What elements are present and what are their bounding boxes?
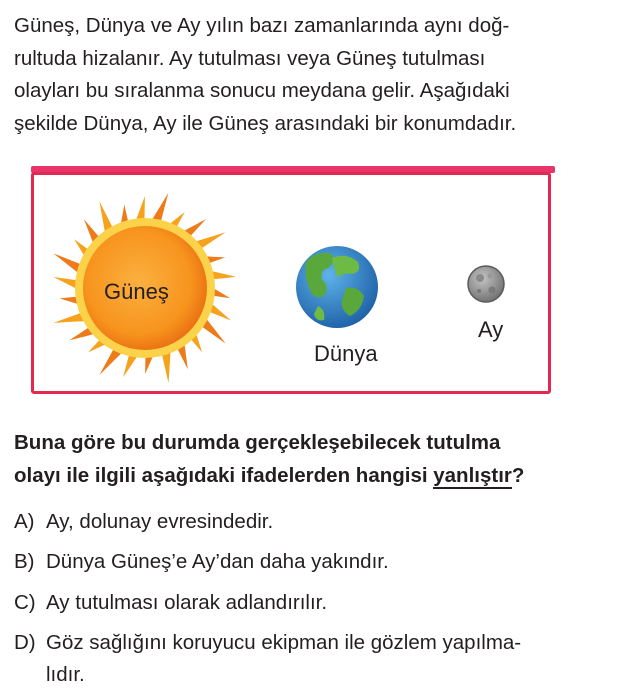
moon-label: Ay bbox=[478, 317, 504, 342]
question-line-2-text: olayı ile ilgili aşağıdaki ifadelerden hangisi bbox=[14, 464, 434, 487]
earth-label: Dünya bbox=[314, 341, 378, 366]
question-line-2 bbox=[14, 459, 624, 492]
moon-icon bbox=[468, 266, 504, 302]
option-b[interactable] bbox=[14, 547, 389, 577]
option-letter: C) bbox=[14, 591, 36, 614]
option-c[interactable] bbox=[14, 588, 327, 618]
option-letter: D) bbox=[14, 631, 36, 654]
option-text: Ay, dolunay evresindedir. bbox=[46, 510, 274, 533]
intro-line: olayları bu sıralanma sonucu meydana gelir. Aşağıdaki bbox=[14, 79, 510, 102]
earth-icon bbox=[296, 246, 378, 328]
option-d-continuation bbox=[14, 660, 85, 690]
option-letter: A) bbox=[14, 510, 35, 533]
option-text: lıdır. bbox=[46, 663, 85, 686]
option-text: Dünya Güneş’e Ay’dan daha yakındır. bbox=[46, 550, 389, 573]
intro-line: Güneş, Dünya ve Ay yılın bazı zamanlarında aynı doğ- bbox=[14, 14, 510, 37]
option-text: Göz sağlığını koruyucu ekipman ile gözlem yapılma- bbox=[46, 631, 522, 654]
emphasis-word: yanlıştır bbox=[433, 464, 512, 487]
question-line-1: Buna göre bu durumda gerçekleşebilecek tutulma bbox=[14, 431, 501, 454]
question-stem bbox=[14, 426, 624, 492]
intro-line: şekilde Dünya, Ay ile Güneş arasındaki bir konumdadır. bbox=[14, 111, 517, 135]
option-d[interactable] bbox=[14, 628, 521, 658]
option-letter: B) bbox=[14, 550, 35, 573]
sun-label: Güneş bbox=[104, 279, 169, 304]
intro-line: rultuda hizalanır. Ay tutulması veya Güneş tutulması bbox=[14, 46, 486, 70]
question-mark: ? bbox=[511, 464, 525, 487]
option-text: Ay tutulması olarak adlandırılır. bbox=[46, 591, 328, 614]
option-a[interactable] bbox=[14, 507, 273, 537]
